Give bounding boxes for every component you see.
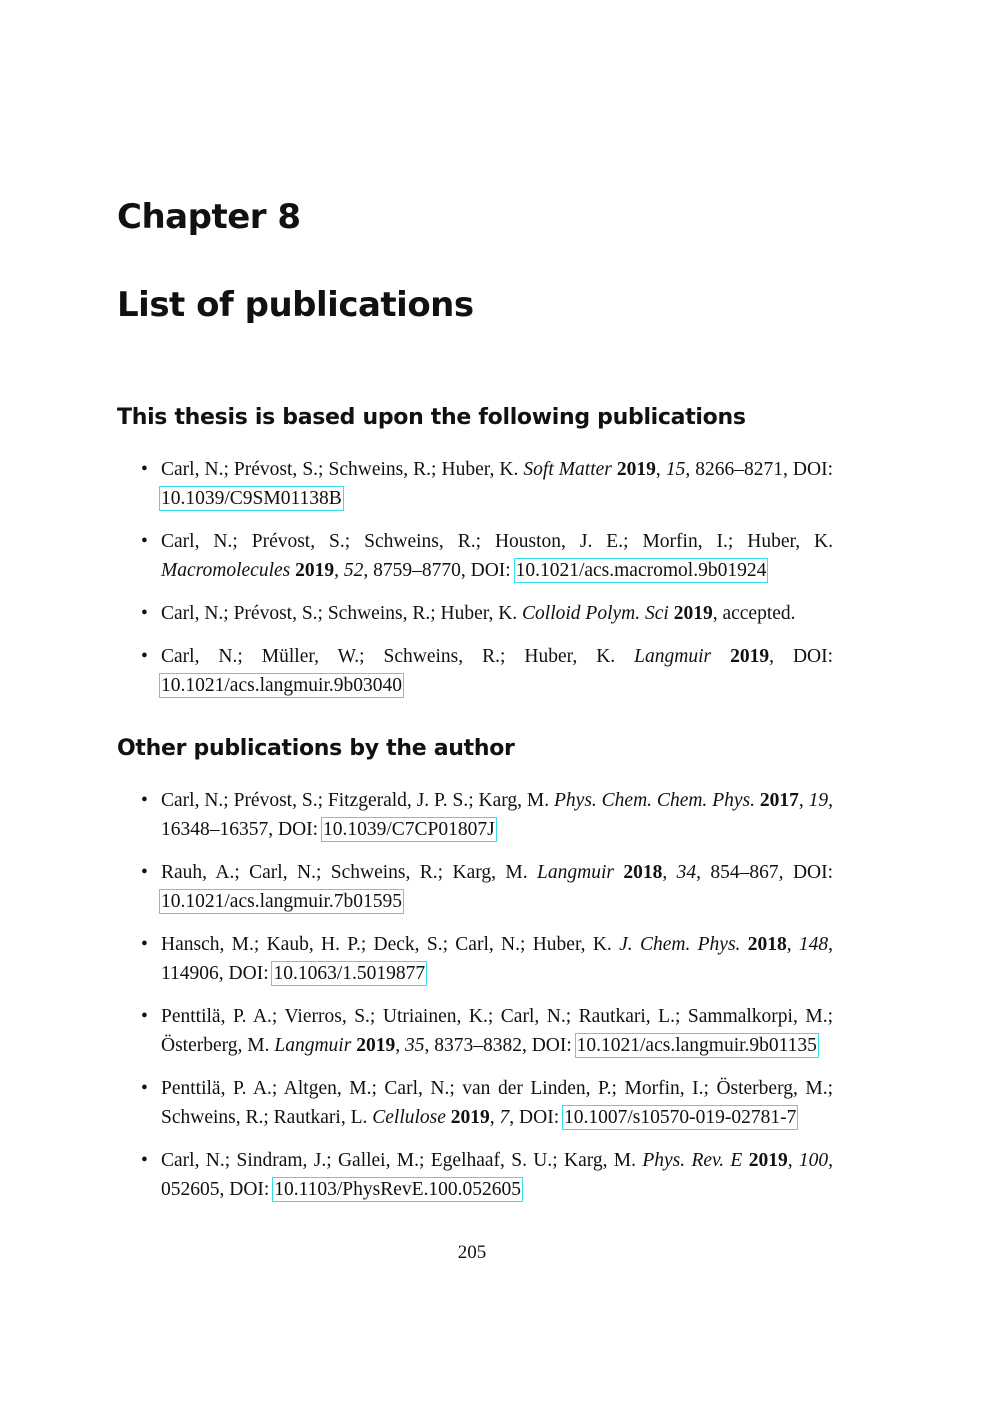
doi-link[interactable]: 10.1007/s10570-019-02781-7	[563, 1107, 797, 1128]
publication-item: • Carl, N.; Prévost, S.; Fitzgerald, J. P. S.; Karg, M. Phys. Chem. Chem. Phys. 2017, 19, 16348–16357, DOI: 10.1039/C7CP01807J	[117, 786, 833, 844]
publication-authors: Hansch, M.; Kaub, H. P.; Deck, S.; Carl, N.; Huber, K.	[161, 934, 612, 955]
publication-pages: 854–867	[710, 862, 779, 883]
publication-volume: 19	[808, 790, 829, 811]
doi-link[interactable]: 10.1039/C7CP01807J	[322, 819, 495, 840]
publication-pages: 052605	[161, 1179, 220, 1200]
publication-item: • Carl, N.; Prévost, S.; Schweins, R.; Houston, J. E.; Morfin, I.; Huber, K. Macromolecules 2019, 52, 8759–8770, DOI: 10.1021/acs.macromol.9b01924	[117, 527, 833, 585]
publication-item: • Penttilä, P. A.; Vierros, S.; Utriainen, K.; Carl, N.; Rautkari, L.; Sammalkorpi, M.; Österberg, M. Langmuir 2019, 35, 8373–8382, DOI: 10.1021/acs.langmuir.9b01135	[117, 1002, 833, 1060]
chapter-title: List of publications	[117, 285, 474, 325]
publication-journal: Langmuir	[537, 862, 614, 883]
section-heading-other-publications: Other publications by the author	[117, 736, 515, 761]
publication-pages: 8266–8271	[695, 459, 783, 480]
publication-year: 2019	[616, 459, 656, 480]
publication-year: 2018	[747, 934, 787, 955]
publication-authors: Carl, N.; Müller, W.; Schweins, R.; Huber, K.	[161, 646, 616, 667]
publication-item: • Carl, N.; Müller, W.; Schweins, R.; Huber, K. Langmuir 2019, DOI: 10.1021/acs.langmuir.9b03040	[117, 642, 833, 700]
doi-label: DOI:	[470, 560, 511, 581]
publication-authors: Rauh, A.; Carl, N.; Schweins, R.; Karg, M.	[161, 862, 528, 883]
publication-year: 2019	[673, 603, 713, 624]
publication-year: 2019	[295, 560, 335, 581]
publication-year: 2018	[623, 862, 663, 883]
publication-year: 2019	[730, 646, 770, 667]
publication-pages: 114906	[161, 963, 219, 984]
publication-item: • Carl, N.; Prévost, S.; Schweins, R.; Huber, K. Colloid Polym. Sci 2019, accepted.	[117, 599, 833, 628]
publication-year: 2019	[356, 1035, 396, 1056]
publication-pages: 8373–8382	[434, 1035, 522, 1056]
thesis-publication-list	[117, 455, 833, 714]
publication-volume: 34	[676, 862, 697, 883]
publication-journal: Langmuir	[634, 646, 712, 667]
doi-label: DOI:	[792, 646, 834, 667]
publication-pages: 16348–16357	[161, 819, 269, 840]
doi-label: DOI:	[792, 459, 833, 480]
publication-year: 2017	[759, 790, 799, 811]
doi-label: DOI:	[278, 819, 319, 840]
doi-link[interactable]: 10.1063/1.5019877	[273, 963, 426, 984]
doi-label: DOI:	[519, 1107, 560, 1128]
doi-link[interactable]: 10.1039/C9SM01138B	[161, 488, 342, 509]
publication-volume: 15	[665, 459, 686, 480]
publication-authors: Carl, N.; Prévost, S.; Schweins, R.; Huber, K.	[161, 603, 518, 624]
publication-item: • Rauh, A.; Carl, N.; Schweins, R.; Karg, M. Langmuir 2018, 34, 854–867, DOI: 10.1021/acs.langmuir.7b01595	[117, 858, 833, 916]
doi-link[interactable]: 10.1021/acs.langmuir.9b01135	[576, 1035, 817, 1056]
publication-journal: Macromolecules	[161, 560, 291, 581]
publication-journal: Soft Matter	[523, 459, 612, 480]
page-number: 205	[457, 1242, 487, 1263]
publication-authors: Carl, N.; Prévost, S.; Schweins, R.; Houston, J. E.; Morfin, I.; Huber, K.	[161, 531, 833, 552]
publication-authors: Carl, N.; Prévost, S.; Schweins, R.; Huber, K.	[161, 459, 519, 480]
publication-journal: Phys. Chem. Chem. Phys.	[554, 790, 755, 811]
doi-link[interactable]: 10.1103/PhysRevE.100.052605	[274, 1179, 522, 1200]
publication-year: 2019	[450, 1107, 490, 1128]
section-heading-thesis-publications: This thesis is based upon the following publications	[117, 405, 746, 430]
publication-authors: Penttilä, P. A.; Vierros, S.; Utriainen, K.; Carl, N.; Rautkari, L.; Sammalkorpi, M.; Österberg, M.	[161, 1006, 833, 1056]
doi-link[interactable]: 10.1021/acs.macromol.9b01924	[515, 560, 767, 581]
publication-year: 2019	[748, 1150, 788, 1171]
chapter-label: Chapter 8	[117, 197, 301, 237]
publication-authors: Carl, N.; Sindram, J.; Gallei, M.; Egelhaaf, S. U.; Karg, M.	[161, 1150, 637, 1171]
publication-volume: 52	[343, 560, 364, 581]
publication-journal: Phys. Rev. E	[642, 1150, 743, 1171]
publication-journal: Langmuir	[274, 1035, 352, 1056]
publication-item: • Carl, N.; Prévost, S.; Schweins, R.; Huber, K. Soft Matter 2019, 15, 8266–8271, DOI: 10.1039/C9SM01138B	[117, 455, 833, 513]
publication-journal: J. Chem. Phys.	[619, 934, 741, 955]
publication-authors: Penttilä, P. A.; Altgen, M.; Carl, N.; van der Linden, P.; Morfin, I.; Österberg, M.; Schweins, R.; Rautkari, L.	[161, 1078, 833, 1128]
publication-pages: 8759–8770	[373, 560, 461, 581]
doi-label: DOI:	[531, 1035, 572, 1056]
publication-journal: Colloid Polym. Sci	[522, 603, 669, 624]
publication-item: • Carl, N.; Sindram, J.; Gallei, M.; Egelhaaf, S. U.; Karg, M. Phys. Rev. E 2019, 100, 052605, DOI: 10.1103/PhysRevE.100.052605	[117, 1146, 833, 1204]
publication-volume: 7	[499, 1107, 510, 1128]
doi-label: DOI:	[229, 1179, 270, 1200]
publication-item: • Hansch, M.; Kaub, H. P.; Deck, S.; Carl, N.; Huber, K. J. Chem. Phys. 2018, 148, 114906, DOI: 10.1063/1.5019877	[117, 930, 833, 988]
publication-volume: 148	[798, 934, 829, 955]
doi-link[interactable]: 10.1021/acs.langmuir.9b03040	[161, 675, 403, 696]
other-publication-list	[117, 786, 833, 1218]
publication-journal: Cellulose	[372, 1107, 446, 1128]
publication-volume: 100	[798, 1150, 829, 1171]
publication-status: accepted.	[722, 603, 796, 624]
publication-authors: Carl, N.; Prévost, S.; Fitzgerald, J. P. S.; Karg, M.	[161, 790, 550, 811]
publication-item: • Penttilä, P. A.; Altgen, M.; Carl, N.; van der Linden, P.; Morfin, I.; Österberg, M.; Schweins, R.; Rautkari, L. Cellulose 2019, 7, DOI: 10.1007/s10570-019-02781-7	[117, 1074, 833, 1132]
doi-label: DOI:	[792, 862, 834, 883]
publication-volume: 35	[404, 1035, 425, 1056]
doi-label: DOI:	[228, 963, 269, 984]
doi-link[interactable]: 10.1021/acs.langmuir.7b01595	[161, 891, 403, 912]
